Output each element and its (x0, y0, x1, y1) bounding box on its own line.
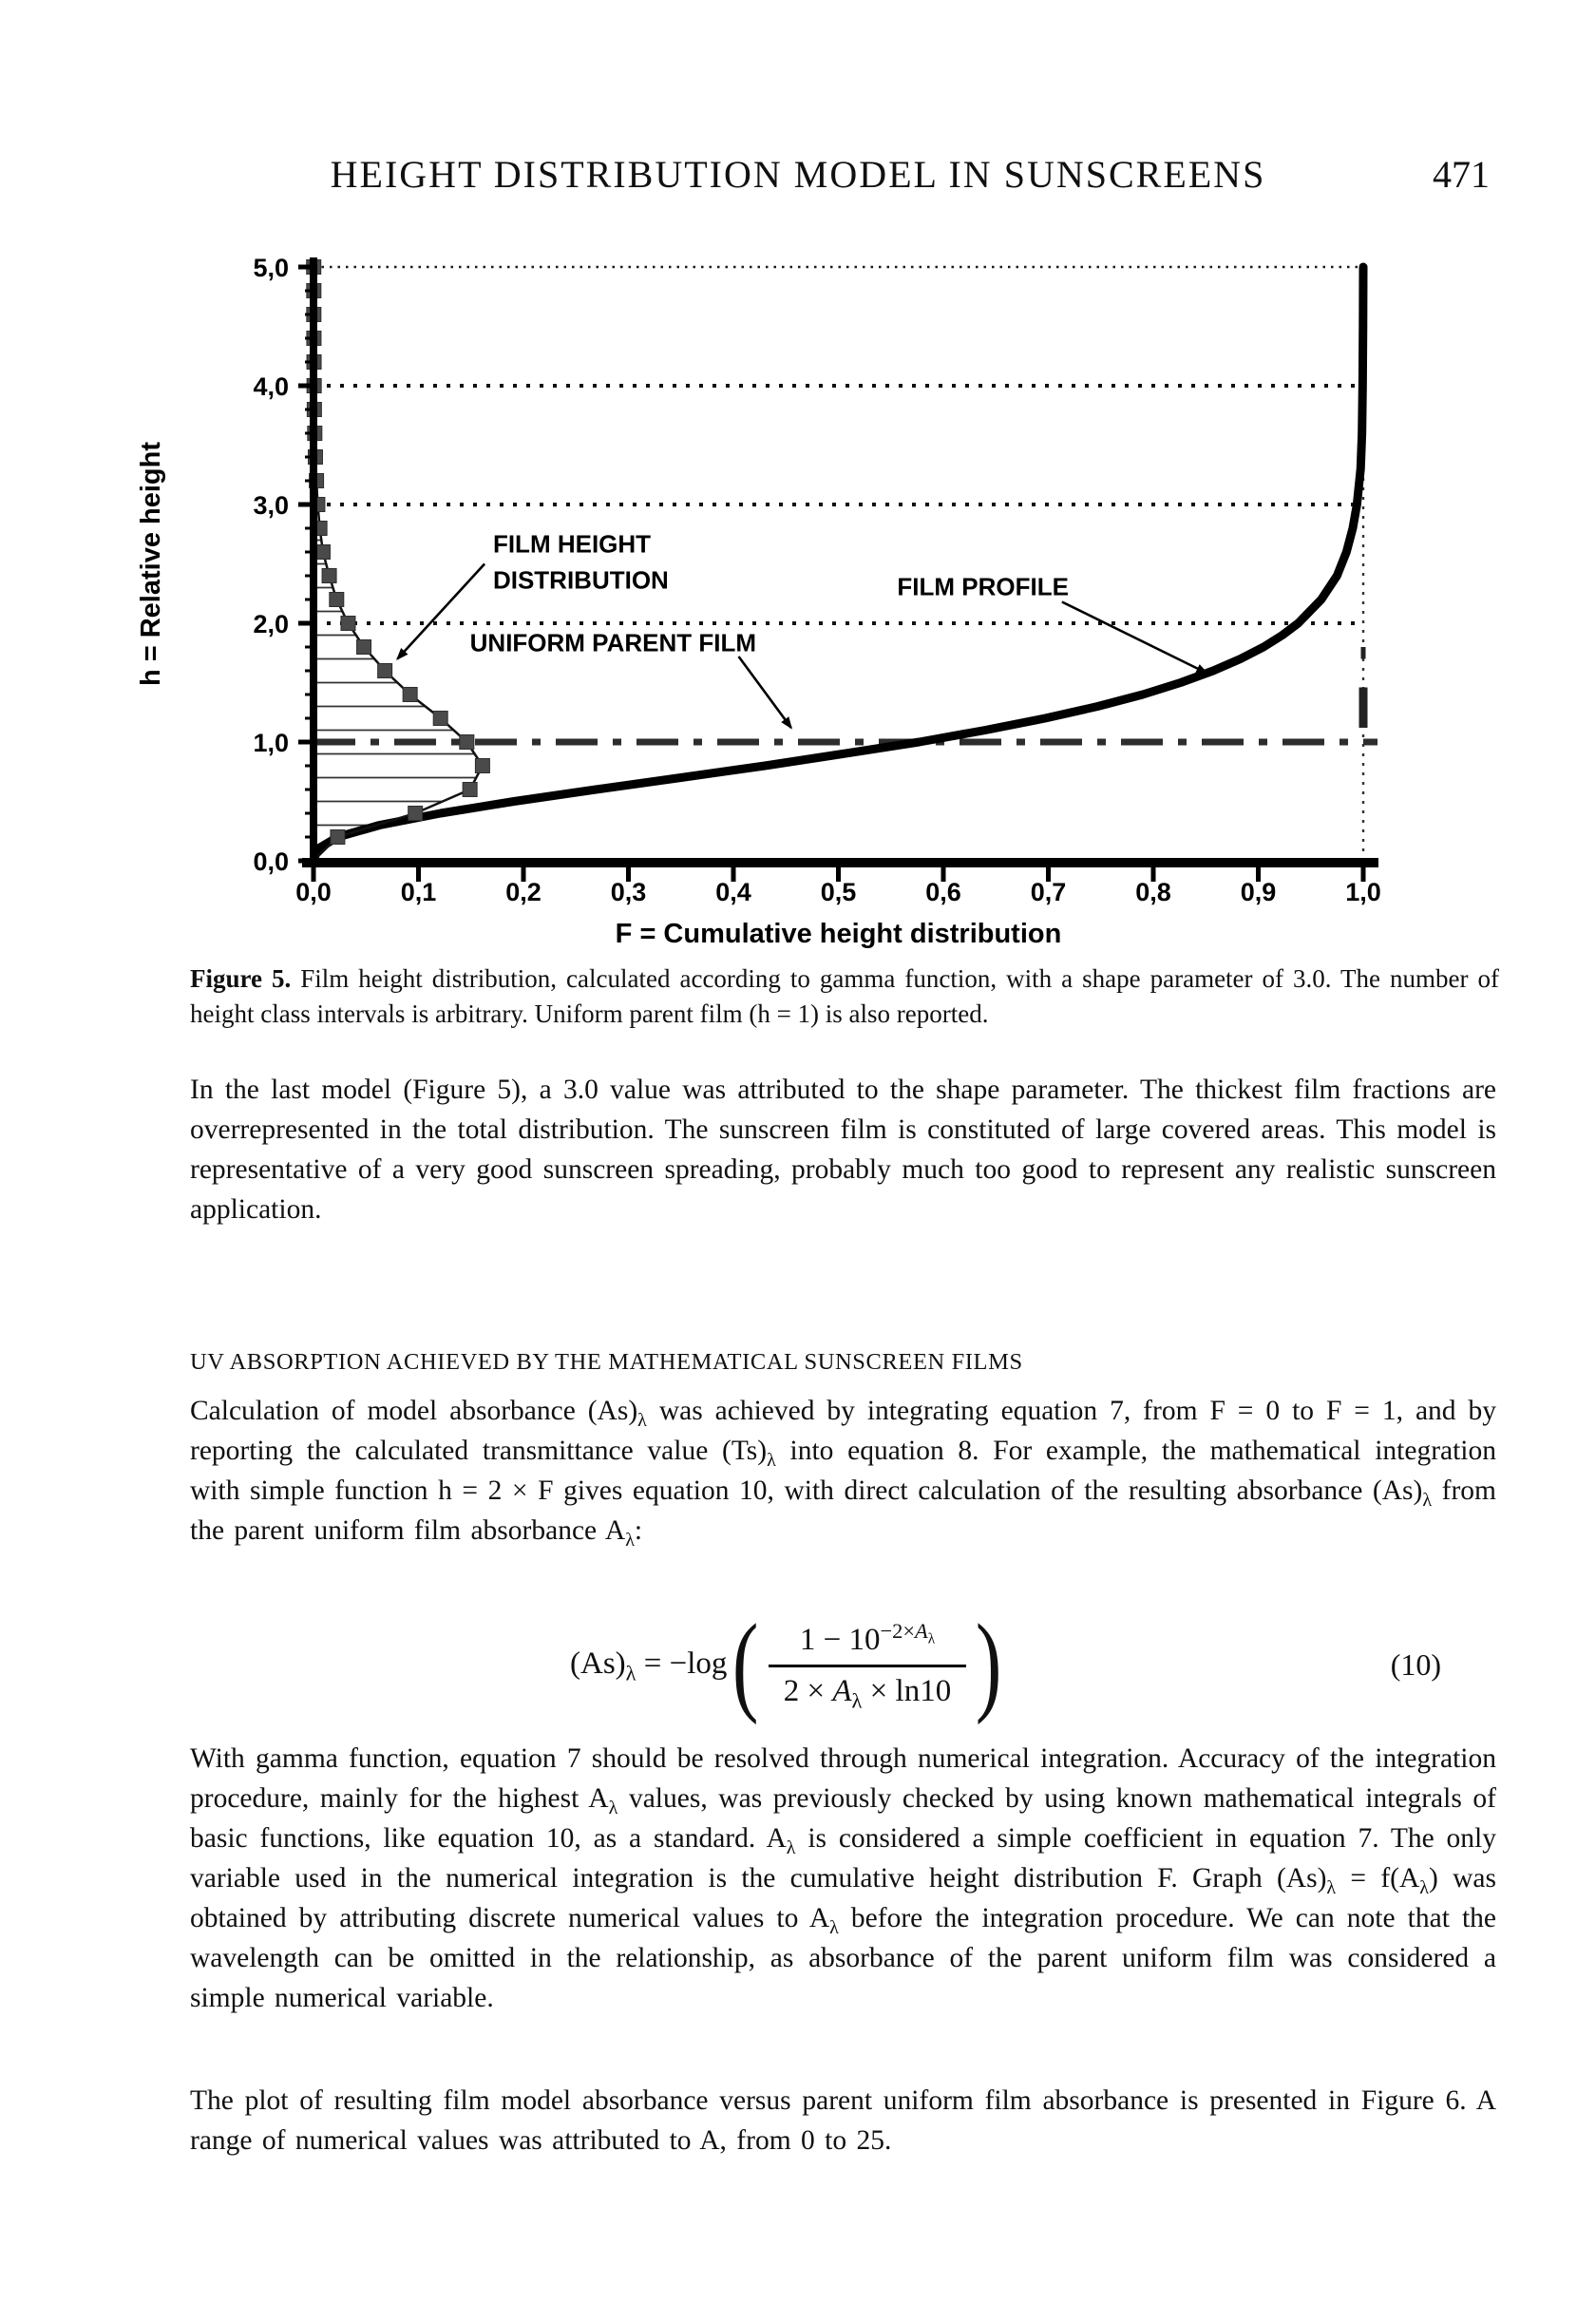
annotation-film-height-distribution: DISTRIBUTION (492, 565, 669, 595)
film-profile-curve (314, 267, 1363, 861)
paragraph-model-discussion: In the last model (Figure 5), a 3.0 value was attributed to the shape parameter. The thickest film fractions are overrepresented in the total distribution. The sunscreen film is constituted of large covered areas. This model is representative of a very good sunscreen spreading, probably much too good to represent any realistic sunscreen application. (190, 1075, 1496, 1225)
y-tick-label: 0,0 (253, 847, 289, 876)
distribution-marker (315, 545, 330, 560)
x-tick-label: 0,0 (295, 878, 332, 906)
x-axis-title: F = Cumulative height distribution (615, 919, 1062, 949)
x-tick-label: 0,3 (610, 878, 647, 906)
distribution-marker (463, 783, 477, 797)
x-tick-label: 0,2 (505, 878, 542, 906)
equation-lhs: $(As)_\lambda = -\log$ (570, 1646, 728, 1685)
annotation-film-height-distribution: FILM HEIGHT (492, 529, 652, 559)
distribution-marker (341, 617, 355, 631)
paragraph-calculation: Calculation of model absorbance $(As)_\lambda$ was achieved by integrating equation 7, from F = 0 to F = 1, and by reporting the calculated transmittance value $(Ts)_\lambda$ into equation 8. For example, the mathematical integration with simple function h = 2 × F gives equation 10, with direct calculation of the resulting absorbance $(As)_\lambda$ from the parent uniform film absorbance $A_\lambda$: (190, 1396, 1496, 1551)
height-distribution-chart (0, 143, 1596, 960)
distribution-marker (475, 759, 489, 773)
equation-number: (10) (1390, 1647, 1441, 1682)
y-tick-label: 4,0 (253, 372, 289, 401)
y-axis-title: h = Relative height (136, 441, 166, 687)
open-paren: ( (732, 1601, 759, 1725)
annotation-arrow-film-profile (1062, 602, 1206, 674)
distribution-marker (378, 664, 392, 678)
x-tick-label: 0,6 (925, 878, 961, 906)
paragraph-gamma-integration: With gamma function, equation 7 should be resolved through numerical integration. Accuracy of the integration procedure, mainly for the highest $A_\lambda$ values, was previously checked by using known mathematical integrals of basic functions, like equation 10, as a standard. $A_\lambda$ is considered a simple coefficient in equation 7. The only variable used in the numerical integration is the cumulative height distribution F. Graph $(As)_\lambda = f(A_\lambda)$ was obtained by attributing discrete numerical values to $A_\lambda$ before the integration procedure. We can note that the wavelength can be omitted in the relationship, as absorbance of the parent uniform film was considered a simple numerical variable. (190, 1743, 1497, 2013)
distribution-marker (408, 807, 423, 821)
distribution-marker (460, 735, 474, 750)
figure-caption (190, 961, 1499, 1032)
x-tick-label: 0,9 (1240, 878, 1277, 906)
fraction-denominator: $2 \times A_\lambda \times \ln 10$ (783, 1673, 952, 1713)
page-number: 471 (1433, 153, 1490, 196)
figure-caption-label: Figure 5. (190, 964, 292, 993)
distribution-marker (330, 593, 344, 607)
x-tick-label: 0,7 (1030, 878, 1067, 906)
x-tick-label: 0,8 (1135, 878, 1171, 906)
figure5-chart (0, 143, 1596, 960)
distribution-marker (403, 688, 417, 702)
equation-10 (190, 1601, 1496, 1741)
distribution-marker (433, 712, 447, 726)
x-tick-label: 0,1 (400, 878, 437, 906)
distribution-marker (331, 830, 345, 845)
x-tick-label: 0,5 (820, 878, 857, 906)
fraction-numerator: $1 - 10^{-2\times A_\lambda}$ (769, 1619, 966, 1667)
x-tick-label: 0,4 (715, 878, 751, 906)
y-tick-label: 5,0 (253, 254, 289, 282)
paragraph-figure6-intro: The plot of resulting film model absorbance versus parent uniform film absorbance is presented in Figure 6. A range of numerical values was attributed to A, from 0 to 25. (190, 2085, 1496, 2156)
section-heading: UV ABSORPTION ACHIEVED BY THE MATHEMATICAL SUNSCREEN FILMS (190, 1349, 1023, 1375)
equation-fraction (769, 1618, 966, 1713)
annotation-arrow-uniform-parent-film (739, 657, 791, 728)
annotation-film-profile: FILM PROFILE (897, 572, 1069, 601)
y-tick-label: 1,0 (253, 729, 289, 757)
y-tick-label: 2,0 (253, 610, 289, 638)
close-paren: ) (976, 1601, 1002, 1725)
figure-caption-text: Film height distribution, calculated according to gamma function, with a shape parameter of 3.0. The number of height class intervals is arbitrary. Uniform parent film (h = 1) is also reported. (190, 964, 1499, 1028)
film-height-distribution-line (314, 267, 483, 861)
x-tick-label: 1,0 (1345, 878, 1381, 906)
annotation-uniform-parent-film: UNIFORM PARENT FILM (469, 628, 757, 657)
equation-body (570, 1601, 1008, 1725)
distribution-marker (357, 640, 371, 655)
running-head-title: HEIGHT DISTRIBUTION MODEL IN SUNSCREENS (330, 153, 1266, 196)
distribution-marker (322, 569, 336, 583)
y-tick-label: 3,0 (253, 491, 289, 520)
